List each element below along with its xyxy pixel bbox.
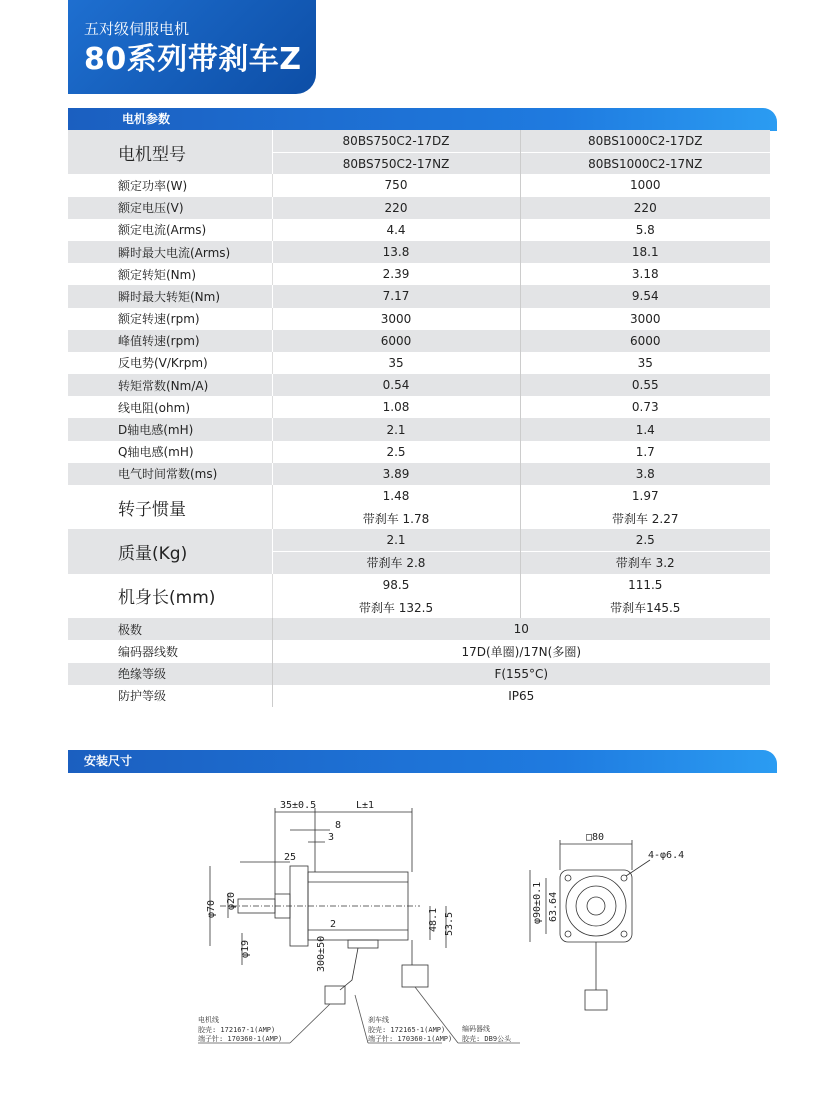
row-value-2: 3000 xyxy=(520,308,770,330)
row-label: 绝缘等级 xyxy=(68,663,272,685)
row-value-1: 7.17 xyxy=(272,285,520,307)
row-value-1b: 带刹车 1.78 xyxy=(272,507,520,529)
dim-48: 48.1 xyxy=(428,907,439,932)
row-label: 编码器线数 xyxy=(68,640,272,662)
row-value-2: 0.55 xyxy=(520,374,770,396)
row-value-shared: 17D(单圈)/17N(多圈) xyxy=(272,640,770,662)
row-label: 额定转矩(Nm) xyxy=(68,263,272,285)
dim-2: 2 xyxy=(330,919,337,930)
installation-drawing xyxy=(180,790,700,1060)
encoder-connector xyxy=(402,965,428,987)
table-row xyxy=(68,263,770,285)
model-col2-b: 80BS1000C2-17NZ xyxy=(520,152,770,174)
model-col1-a: 80BS750C2-17DZ xyxy=(272,130,520,152)
row-value-2: 111.5 xyxy=(520,574,770,596)
row-label: 瞬时最大电流(Arms) xyxy=(68,241,272,263)
row-value-shared: F(155°C) xyxy=(272,663,770,685)
row-value-2: 35 xyxy=(520,352,770,374)
row-value-2: 9.54 xyxy=(520,285,770,307)
note-leader xyxy=(290,1004,330,1043)
dim-4phi: 4-φ6.4 xyxy=(648,850,685,861)
row-value-1: 2.39 xyxy=(272,263,520,285)
mount-hole xyxy=(565,931,571,937)
note-leader xyxy=(355,995,368,1043)
mount-hole xyxy=(621,931,627,937)
row-value-2b: 带刹车 3.2 xyxy=(520,552,770,574)
front-view xyxy=(530,840,650,1010)
mount-hole xyxy=(565,875,571,881)
row-value-1: 750 xyxy=(272,174,520,196)
dim-6364: 63.64 xyxy=(548,891,559,922)
row-value-2: 5.8 xyxy=(520,219,770,241)
row-value-1: 220 xyxy=(272,197,520,219)
note-enc-l1: 胶壳: DB9公头 xyxy=(462,1035,512,1043)
note-brake-title: 刹车线 xyxy=(368,1016,389,1024)
table-row xyxy=(68,174,770,196)
table-row-double xyxy=(68,529,770,551)
row-label: 机身长(mm) xyxy=(68,574,272,618)
row-value-2b: 带刹车 2.27 xyxy=(520,507,770,529)
dim-80: □80 xyxy=(586,832,605,843)
note-brake-l2: 端子针: 170360-1(AMP) xyxy=(368,1035,453,1043)
row-value-1: 98.5 xyxy=(272,574,520,596)
row-label: 峰值转速(rpm) xyxy=(68,330,272,352)
row-value-2: 6000 xyxy=(520,330,770,352)
front-circle-outer xyxy=(566,876,626,936)
dim-phi90: φ90±0.1 xyxy=(532,881,543,924)
row-value-1: 1.08 xyxy=(272,396,520,418)
table-row xyxy=(68,418,770,440)
table-row xyxy=(68,197,770,219)
leader-line xyxy=(626,860,650,876)
row-value-1: 3.89 xyxy=(272,463,520,485)
row-label: D轴电感(mH) xyxy=(68,418,272,440)
row-value-1: 2.1 xyxy=(272,418,520,440)
row-value-1: 4.4 xyxy=(272,219,520,241)
row-value-1: 2.5 xyxy=(272,441,520,463)
dim-53: 53.5 xyxy=(444,911,455,936)
row-value-2: 1.97 xyxy=(520,485,770,507)
note-enc-title: 编码器线 xyxy=(462,1025,490,1033)
table-row xyxy=(68,219,770,241)
note-brake-l1: 胶壳: 172165-1(AMP) xyxy=(368,1026,446,1034)
motor-cable xyxy=(340,948,358,990)
header-subtitle: 五对级伺服电机 xyxy=(84,20,190,38)
dim-phi20: φ20 xyxy=(226,891,237,910)
row-label: 瞬时最大转矩(Nm) xyxy=(68,285,272,307)
section-title-install: 安装尺寸 xyxy=(84,754,133,768)
row-value-1: 13.8 xyxy=(272,241,520,263)
row-label: 转子惯量 xyxy=(68,485,272,529)
table-row xyxy=(68,308,770,330)
row-value-2: 3.8 xyxy=(520,463,770,485)
row-value-shared: 10 xyxy=(272,618,770,640)
row-value-1: 1.48 xyxy=(272,485,520,507)
row-value-2: 1000 xyxy=(520,174,770,196)
dim-phi70: φ70 xyxy=(206,899,217,918)
dim-phi19: φ19 xyxy=(240,939,251,958)
row-label: 转矩常数(Nm/A) xyxy=(68,374,272,396)
table-row xyxy=(68,352,770,374)
table-row-double xyxy=(68,485,770,507)
row-value-2: 3.18 xyxy=(520,263,770,285)
row-label: 额定电压(V) xyxy=(68,197,272,219)
table-row-shared xyxy=(68,685,770,707)
section-bar-params xyxy=(68,108,777,131)
front-shaft xyxy=(587,897,605,915)
front-circle-inner xyxy=(576,886,616,926)
table-row-model xyxy=(68,130,770,152)
row-value-shared: IP65 xyxy=(272,685,770,707)
note-motor-l1: 胶壳: 172167-1(AMP) xyxy=(198,1026,276,1034)
table-row-double xyxy=(68,574,770,596)
section-bar-install xyxy=(68,750,777,773)
table-row-shared xyxy=(68,663,770,685)
row-label: 额定功率(W) xyxy=(68,174,272,196)
row-value-2: 1.7 xyxy=(520,441,770,463)
row-value-1: 6000 xyxy=(272,330,520,352)
row-value-1: 0.54 xyxy=(272,374,520,396)
row-value-2: 2.5 xyxy=(520,529,770,551)
model-label: 电机型号 xyxy=(68,130,272,174)
row-label: 额定转速(rpm) xyxy=(68,308,272,330)
row-value-2: 220 xyxy=(520,197,770,219)
row-value-1b: 带刹车 2.8 xyxy=(272,552,520,574)
table-row xyxy=(68,285,770,307)
table-row-shared xyxy=(68,618,770,640)
row-value-2b: 带刹车145.5 xyxy=(520,596,770,618)
cable-gland xyxy=(348,940,378,948)
page-title: 80系列带刹车Z xyxy=(84,42,302,77)
dim-35: 35±0.5 xyxy=(280,800,317,811)
row-label: 防护等级 xyxy=(68,685,272,707)
note-motor-l2: 端子针: 170360-1(AMP) xyxy=(198,1035,283,1043)
row-label: 反电势(V/Krpm) xyxy=(68,352,272,374)
table-row xyxy=(68,374,770,396)
row-value-2: 1.4 xyxy=(520,418,770,440)
row-label: Q轴电感(mH) xyxy=(68,441,272,463)
row-label: 额定电流(Arms) xyxy=(68,219,272,241)
dim-25: 25 xyxy=(284,852,297,863)
front-connector xyxy=(585,990,607,1010)
dim-300: 300±50 xyxy=(316,935,327,972)
table-row xyxy=(68,441,770,463)
table-row xyxy=(68,396,770,418)
model-col1-b: 80BS750C2-17NZ xyxy=(272,152,520,174)
note-motor-title: 电机线 xyxy=(198,1016,219,1024)
dim-L: L±1 xyxy=(356,800,375,811)
row-value-2: 18.1 xyxy=(520,241,770,263)
table-row xyxy=(68,241,770,263)
row-value-1: 3000 xyxy=(272,308,520,330)
section-title-params: 电机参数 xyxy=(122,112,171,126)
row-label: 质量(Kg) xyxy=(68,529,272,573)
table-row-shared xyxy=(68,640,770,662)
spec-table xyxy=(68,130,770,707)
row-value-2: 0.73 xyxy=(520,396,770,418)
table-row xyxy=(68,330,770,352)
front-flange xyxy=(560,870,632,942)
dim-8: 8 xyxy=(335,820,342,831)
header-badge xyxy=(68,0,316,94)
table-row xyxy=(68,463,770,485)
drawing-svg xyxy=(180,790,700,1060)
dim-3: 3 xyxy=(328,832,335,843)
row-value-1: 2.1 xyxy=(272,529,520,551)
row-label: 线电阻(ohm) xyxy=(68,396,272,418)
row-label: 极数 xyxy=(68,618,272,640)
row-label: 电气时间常数(ms) xyxy=(68,463,272,485)
model-col2-a: 80BS1000C2-17DZ xyxy=(520,130,770,152)
row-value-1: 35 xyxy=(272,352,520,374)
row-value-1b: 带刹车 132.5 xyxy=(272,596,520,618)
